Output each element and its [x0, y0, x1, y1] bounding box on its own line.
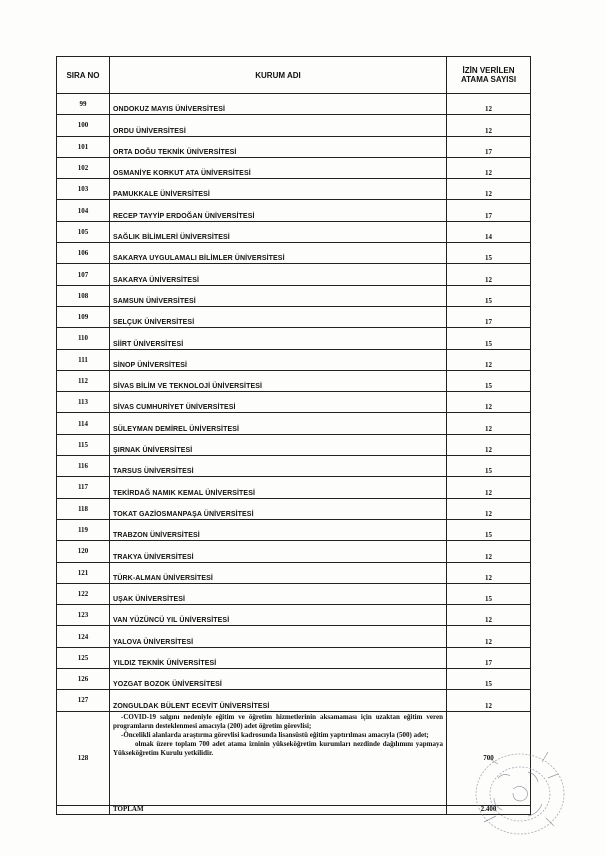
row-sayi: 15 [447, 285, 531, 306]
row-sira: 121 [57, 562, 110, 583]
row-kurum: RECEP TAYYİP ERDOĞAN ÜNİVERSİTESİ [110, 200, 447, 221]
row-sayi: 14 [447, 221, 531, 242]
table-row [57, 94, 531, 115]
row-sira: 119 [57, 519, 110, 540]
table-row [57, 179, 531, 200]
row-sira: 107 [57, 264, 110, 285]
row-sira: 111 [57, 349, 110, 370]
row-sira: 112 [57, 370, 110, 391]
row-sayi: 17 [447, 136, 531, 157]
row-kurum: SÜLEYMAN DEMİREL ÜNİVERSİTESİ [110, 413, 447, 434]
note-text [110, 711, 447, 805]
row-sayi: 12 [447, 413, 531, 434]
table-row [57, 349, 531, 370]
table-row [57, 690, 531, 711]
row-sira: 100 [57, 115, 110, 136]
table-row [57, 136, 531, 157]
row-sira: 116 [57, 456, 110, 477]
table-row [57, 157, 531, 178]
table-row [57, 200, 531, 221]
table-row [57, 562, 531, 583]
note-line2: -Öncelikli alanlarda araştırma görevlisi kadrosunda lisansüstü eğitim yaptırılması amacıyla (500) adet; [121, 731, 429, 740]
row-kurum: SAKARYA ÜNİVERSİTESİ [110, 264, 447, 285]
row-sira: 105 [57, 221, 110, 242]
row-sayi: 12 [447, 626, 531, 647]
row-sira: 123 [57, 605, 110, 626]
note-sayi: 700 [447, 711, 531, 805]
table-header [57, 57, 531, 94]
table-row [57, 541, 531, 562]
table-row [57, 243, 531, 264]
row-kurum: UŞAK ÜNİVERSİTESİ [110, 583, 447, 604]
row-kurum: ZONGULDAK BÜLENT ECEVİT ÜNİVERSİTESİ [110, 690, 447, 711]
table-row [57, 434, 531, 455]
row-sira: 127 [57, 690, 110, 711]
row-kurum: PAMUKKALE ÜNİVERSİTESİ [110, 179, 447, 200]
row-sayi: 12 [447, 477, 531, 498]
total-empty-cell [57, 805, 110, 814]
row-sayi: 12 [447, 605, 531, 626]
table-row [57, 285, 531, 306]
table-row [57, 669, 531, 690]
row-sira: 102 [57, 157, 110, 178]
row-kurum: TOKAT GAZİOSMANPAŞA ÜNİVERSİTESİ [110, 498, 447, 519]
row-sayi: 17 [447, 200, 531, 221]
table-row [57, 413, 531, 434]
total-value: 2.400 [447, 805, 531, 814]
table-body [57, 94, 531, 815]
table-row [57, 605, 531, 626]
row-sira: 126 [57, 669, 110, 690]
note-line3: olmak üzere toplam 700 adet atama izninin yükseköğretim kurumları nezdinde dağılımını yapmaya Yükseköğretim Kurulu yetkilidir. [113, 740, 443, 758]
row-sayi: 12 [447, 179, 531, 200]
row-kurum: TEKİRDAĞ NAMIK KEMAL ÜNİVERSİTESİ [110, 477, 447, 498]
row-kurum: SELÇUK ÜNİVERSİTESİ [110, 306, 447, 327]
row-sayi: 12 [447, 157, 531, 178]
row-sayi: 15 [447, 370, 531, 391]
row-sira: 122 [57, 583, 110, 604]
table-row [57, 477, 531, 498]
row-sayi: 15 [447, 456, 531, 477]
row-kurum: TRABZON ÜNİVERSİTESİ [110, 519, 447, 540]
row-sira: 104 [57, 200, 110, 221]
row-kurum: SAKARYA UYGULAMALI BİLİMLER ÜNİVERSİTESİ [110, 243, 447, 264]
row-kurum: TRAKYA ÜNİVERSİTESİ [110, 541, 447, 562]
table-row [57, 626, 531, 647]
row-sira: 117 [57, 477, 110, 498]
row-kurum: TÜRK-ALMAN ÜNİVERSİTESİ [110, 562, 447, 583]
allocation-table [56, 56, 531, 815]
header-izin-line2: ATAMA SAYISI [460, 75, 517, 84]
row-sayi: 12 [447, 434, 531, 455]
row-sira: 113 [57, 392, 110, 413]
row-sayi: 15 [447, 328, 531, 349]
row-sayi: 12 [447, 690, 531, 711]
row-sira: 106 [57, 243, 110, 264]
row-sira: 109 [57, 306, 110, 327]
row-kurum: SİİRT ÜNİVERSİTESİ [110, 328, 447, 349]
note-line1: -COVID-19 salgını nedeniyle eğitim ve öğretim hizmetlerinin aksamaması için uzaktan eğitim veren programların desteklenmesi amacıyla (200) adet öğretim görevlisi; [113, 712, 443, 730]
header-kurum-adi: KURUM ADI [110, 57, 447, 94]
row-sira: 108 [57, 285, 110, 306]
row-sira: 110 [57, 328, 110, 349]
row-sira: 99 [57, 94, 110, 115]
row-kurum: YOZGAT BOZOK ÜNİVERSİTESİ [110, 669, 447, 690]
row-kurum: TARSUS ÜNİVERSİTESİ [110, 456, 447, 477]
row-sayi: 12 [447, 498, 531, 519]
row-kurum: ONDOKUZ MAYIS ÜNİVERSİTESİ [110, 94, 447, 115]
row-sayi: 12 [447, 541, 531, 562]
table-row [57, 519, 531, 540]
row-kurum: SİVAS BİLİM VE TEKNOLOJİ ÜNİVERSİTESİ [110, 370, 447, 391]
note-sira: 128 [57, 711, 110, 805]
row-kurum: ORTA DOĞU TEKNİK ÜNİVERSİTESİ [110, 136, 447, 157]
table-row [57, 221, 531, 242]
table-row [57, 583, 531, 604]
table-row [57, 370, 531, 391]
row-sayi: 12 [447, 94, 531, 115]
table-row [57, 647, 531, 668]
header-izin-line1: İZİN VERİLEN [462, 66, 515, 75]
row-sayi: 12 [447, 562, 531, 583]
total-row [57, 805, 531, 814]
total-label: TOPLAM [110, 805, 447, 814]
row-kurum: ŞIRNAK ÜNİVERSİTESİ [110, 434, 447, 455]
table-row [57, 328, 531, 349]
header-sira-no: SIRA NO [57, 57, 110, 94]
row-kurum: SAMSUN ÜNİVERSİTESİ [110, 285, 447, 306]
row-kurum: VAN YÜZÜNCÜ YIL ÜNİVERSİTESİ [110, 605, 447, 626]
table-row [57, 115, 531, 136]
row-sira: 125 [57, 647, 110, 668]
header-izin-verilen [447, 57, 531, 94]
row-kurum: OSMANİYE KORKUT ATA ÜNİVERSİTESİ [110, 157, 447, 178]
row-sayi: 12 [447, 115, 531, 136]
row-kurum: YALOVA ÜNİVERSİTESİ [110, 626, 447, 647]
table-row [57, 456, 531, 477]
table-row [57, 392, 531, 413]
table-row [57, 306, 531, 327]
row-sira: 115 [57, 434, 110, 455]
table-row [57, 264, 531, 285]
row-kurum: SİNOP ÜNİVERSİTESİ [110, 349, 447, 370]
row-sayi: 12 [447, 264, 531, 285]
row-sira: 114 [57, 413, 110, 434]
row-sayi: 12 [447, 349, 531, 370]
row-sira: 124 [57, 626, 110, 647]
row-sayi: 15 [447, 583, 531, 604]
row-kurum: ORDU ÜNİVERSİTESİ [110, 115, 447, 136]
row-kurum: SİVAS CUMHURİYET ÜNİVERSİTESİ [110, 392, 447, 413]
row-sayi: 12 [447, 392, 531, 413]
row-sayi: 15 [447, 243, 531, 264]
note-row [57, 711, 531, 805]
row-kurum: YILDIZ TEKNİK ÜNİVERSİTESİ [110, 647, 447, 668]
table-row [57, 498, 531, 519]
row-sira: 101 [57, 136, 110, 157]
row-sira: 118 [57, 498, 110, 519]
row-sira: 103 [57, 179, 110, 200]
row-sayi: 17 [447, 647, 531, 668]
row-sayi: 15 [447, 519, 531, 540]
row-kurum: SAĞLIK BİLİMLERİ ÜNİVERSİTESİ [110, 221, 447, 242]
row-sira: 120 [57, 541, 110, 562]
row-sayi: 17 [447, 306, 531, 327]
row-sayi: 15 [447, 669, 531, 690]
